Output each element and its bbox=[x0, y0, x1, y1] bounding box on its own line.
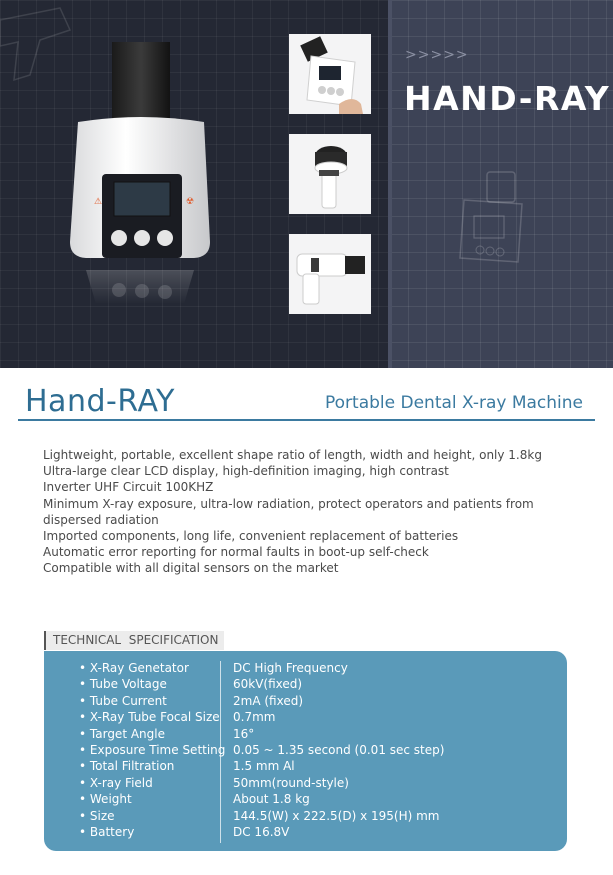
spec-key: • X-Ray Genetator bbox=[79, 661, 189, 675]
spec-value: 50mm(round-style) bbox=[233, 775, 349, 790]
spec-value: 16° bbox=[233, 726, 255, 741]
spec-row bbox=[44, 759, 567, 775]
spec-key: • Size bbox=[79, 808, 115, 823]
product-subtitle: Portable Dental X-ray Machine bbox=[325, 393, 583, 413]
spec-value: 0.7mm bbox=[233, 710, 276, 725]
spec-key: • Total Filtration bbox=[79, 759, 175, 774]
spec-value: 1.5 mm Al bbox=[233, 759, 295, 774]
svg-text:☢: ☢ bbox=[186, 197, 195, 207]
feature-list bbox=[43, 447, 573, 577]
spec-value: DC 16.8V bbox=[233, 825, 290, 839]
thumbnail-device-hand bbox=[289, 34, 371, 114]
hero-banner bbox=[0, 0, 613, 368]
spec-row bbox=[44, 776, 567, 792]
feature-item: Compatible with all digital sensors on the market bbox=[43, 561, 339, 576]
spec-value: 0.05 ~ 1.35 second (0.01 sec step) bbox=[233, 743, 445, 757]
spec-key: • X-Ray Tube Focal Size bbox=[79, 710, 220, 725]
spec-row bbox=[44, 825, 567, 841]
feature-item: Lightweight, portable, excellent shape ratio of length, width and height, only 1.8kg bbox=[43, 448, 542, 462]
spec-value: 2mA (fixed) bbox=[233, 693, 304, 708]
feature-item: Ultra-large clear LCD display, high-definition imaging, high contrast bbox=[43, 464, 449, 479]
xray-device-image bbox=[66, 42, 216, 332]
spec-row bbox=[44, 727, 567, 743]
feature-item: Imported components, long life, convenient replacement of batteries bbox=[43, 529, 459, 544]
spec-value: 60kV(fixed) bbox=[233, 677, 303, 692]
thumbnail-device-side bbox=[289, 134, 371, 214]
spec-key: • X-ray Field bbox=[79, 775, 153, 790]
spec-table bbox=[44, 651, 567, 851]
spec-row bbox=[44, 743, 567, 759]
header-divider bbox=[18, 419, 595, 421]
spec-value: 144.5(W) x 222.5(D) x 195(H) mm bbox=[233, 808, 440, 823]
spec-key: • Tube Voltage bbox=[79, 677, 167, 692]
spec-value: About 1.8 kg bbox=[233, 792, 310, 807]
spec-row bbox=[44, 677, 567, 693]
spec-row bbox=[44, 694, 567, 710]
hero-title: HAND-RAY bbox=[404, 79, 611, 118]
spec-heading: TECHNICAL SPECIFICATION bbox=[44, 631, 224, 650]
spec-row bbox=[44, 809, 567, 825]
spec-key: • Tube Current bbox=[79, 693, 167, 708]
product-name: Hand-RAY bbox=[25, 384, 175, 419]
spec-row bbox=[44, 792, 567, 808]
hero-divider bbox=[388, 0, 392, 368]
spec-row bbox=[44, 661, 567, 677]
spec-key: • Target Angle bbox=[79, 726, 165, 741]
spec-key: • Exposure Time Setting bbox=[79, 743, 226, 757]
spec-key: • Weight bbox=[79, 792, 132, 807]
ghost-device-outline-right bbox=[452, 170, 532, 290]
spec-key: • Battery bbox=[79, 825, 135, 839]
feature-item: Inverter UHF Circuit 100KHZ bbox=[43, 480, 214, 495]
thumbnail-device-profile bbox=[289, 234, 371, 314]
spec-value: DC High Frequency bbox=[233, 661, 348, 675]
feature-item: Minimum X-ray exposure, ultra-low radiation, protect operators and patients from dispersed radiation bbox=[43, 496, 534, 527]
decorative-arrows: >>>>> bbox=[405, 47, 469, 63]
spec-row bbox=[44, 710, 567, 726]
svg-text:⚠: ⚠ bbox=[94, 197, 103, 207]
feature-item: Automatic error reporting for normal faults in boot-up self-check bbox=[43, 545, 429, 560]
